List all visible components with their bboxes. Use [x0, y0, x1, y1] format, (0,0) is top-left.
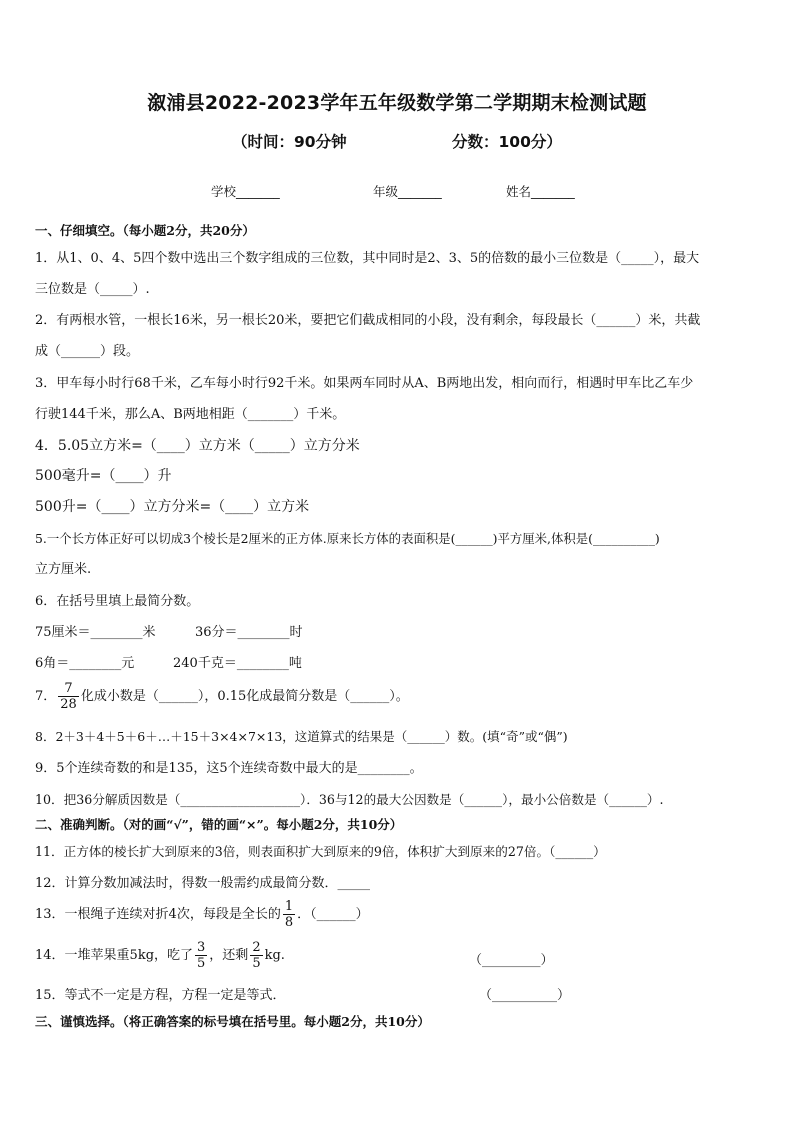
- question-6-item-4: 240千克＝________吨: [173, 656, 302, 671]
- question-5-line-1: 5.一个长方体正好可以切成3个棱长是2厘米的正方体.原来长方体的表面积是(______)平方厘米,体积是(__________): [35, 531, 660, 546]
- question-12: 12．计算分数加减法时，得数一般需约成最简分数．_____: [35, 876, 371, 891]
- section-3-heading: 三、谨慎选择。（将正确答案的标号填在括号里。每小题2分，共10分）: [35, 1014, 430, 1029]
- page-title: 溆浦县2022-2023学年五年级数学第二学期期末检测试题: [147, 92, 647, 114]
- question-2-line-2: 成（______）段。: [35, 344, 140, 359]
- question-14: 14．一堆苹果重5kg，吃了 $\frac{3}{5}$ ，还剩 $\frac{2}{5}$ kg.: [35, 940, 285, 971]
- fraction-3-5: $\frac{3}{5}$: [197, 940, 206, 971]
- grade-field: 年级_______: [373, 184, 442, 199]
- section-1-heading: 一、仔细填空。（每小题2分，共20分）: [35, 223, 255, 238]
- question-4-line-1: 4．5.05立方米=（____）立方米（_____）立方分米: [35, 438, 360, 454]
- question-1-line-2: 三位数是（_____）.: [35, 282, 150, 297]
- school-field: 学校_______: [211, 184, 280, 199]
- question-6-item-2: 36分＝________时: [195, 625, 303, 640]
- question-14-answer-blank: （_________）: [469, 953, 554, 968]
- question-9: 9．5个连续奇数的和是135，这5个连续奇数中最大的是________。: [35, 761, 423, 776]
- question-10: 10．把36分解质因数是（___________________）．36与12的最大公因数是（______），最小公倍数是（______）.: [35, 792, 664, 807]
- question-8: 8．2＋3＋4＋5＋6＋…＋15＋3×4×7×13，这道算式的结果是（______）数。(填“奇”或“偶”): [35, 729, 568, 744]
- question-4-line-2: 500毫升=（____）升: [35, 468, 172, 484]
- question-6: 6．在括号里填上最简分数。: [35, 594, 200, 609]
- name-field: 姓名_______: [506, 184, 575, 199]
- question-2-line-1: 2．有两根水管，一根长16米，另一根长20米，要把它们截成相同的小段，没有剩余，每段最长（______）米，共截: [35, 313, 701, 328]
- question-15-answer-blank: （__________）: [479, 988, 571, 1003]
- exam-score: 分数：100分）: [452, 133, 562, 151]
- fraction-7-28: $\frac{7}{28}$: [60, 681, 77, 712]
- question-5-line-2: 立方厘米.: [35, 562, 92, 577]
- question-3-line-1: 3．甲车每小时行68千米，乙车每小时行92千米。如果两车同时从A、B两地出发，相向而行，相遇时甲车比乙车少: [35, 376, 694, 391]
- question-3-line-2: 行驶144千米，那么A、B两地相距（_______）千米。: [35, 407, 346, 422]
- question-15: 15．等式不一定是方程，方程一定是等式．: [35, 988, 286, 1003]
- question-4-line-3: 500升=（____）立方分米=（____）立方米: [35, 499, 310, 515]
- question-6-item-1: 75厘米＝________米: [35, 625, 156, 640]
- fraction-1-8: $\frac{1}{8}$: [284, 899, 294, 930]
- question-13: 13．一根绳子连续对折4次，每段是全长的 $\frac{1}{8}$ ．（______）: [35, 899, 369, 930]
- question-1-line-1: 1．从1、0、4、5四个数中选出三个数字组成的三位数，其中同时是2、3、5的倍数的最小三位数是（_____），最大: [35, 251, 700, 266]
- exam-time: （时间：90分钟: [232, 133, 347, 151]
- question-7: 7． $\frac{7}{28}$ 化成小数是（______），0.15化成最简分数是（______）。: [35, 681, 409, 712]
- fraction-2-5: $\frac{2}{5}$: [252, 940, 261, 971]
- question-6-item-3: 6角＝________元: [35, 656, 135, 671]
- section-2-heading: 二、准确判断。（对的画“√”，错的画“×”。每小题2分，共10分）: [35, 817, 403, 832]
- question-11: 11．正方体的棱长扩大到原来的3倍，则表面积扩大到原来的9倍，体积扩大到原来的27倍。（______）: [35, 844, 606, 859]
